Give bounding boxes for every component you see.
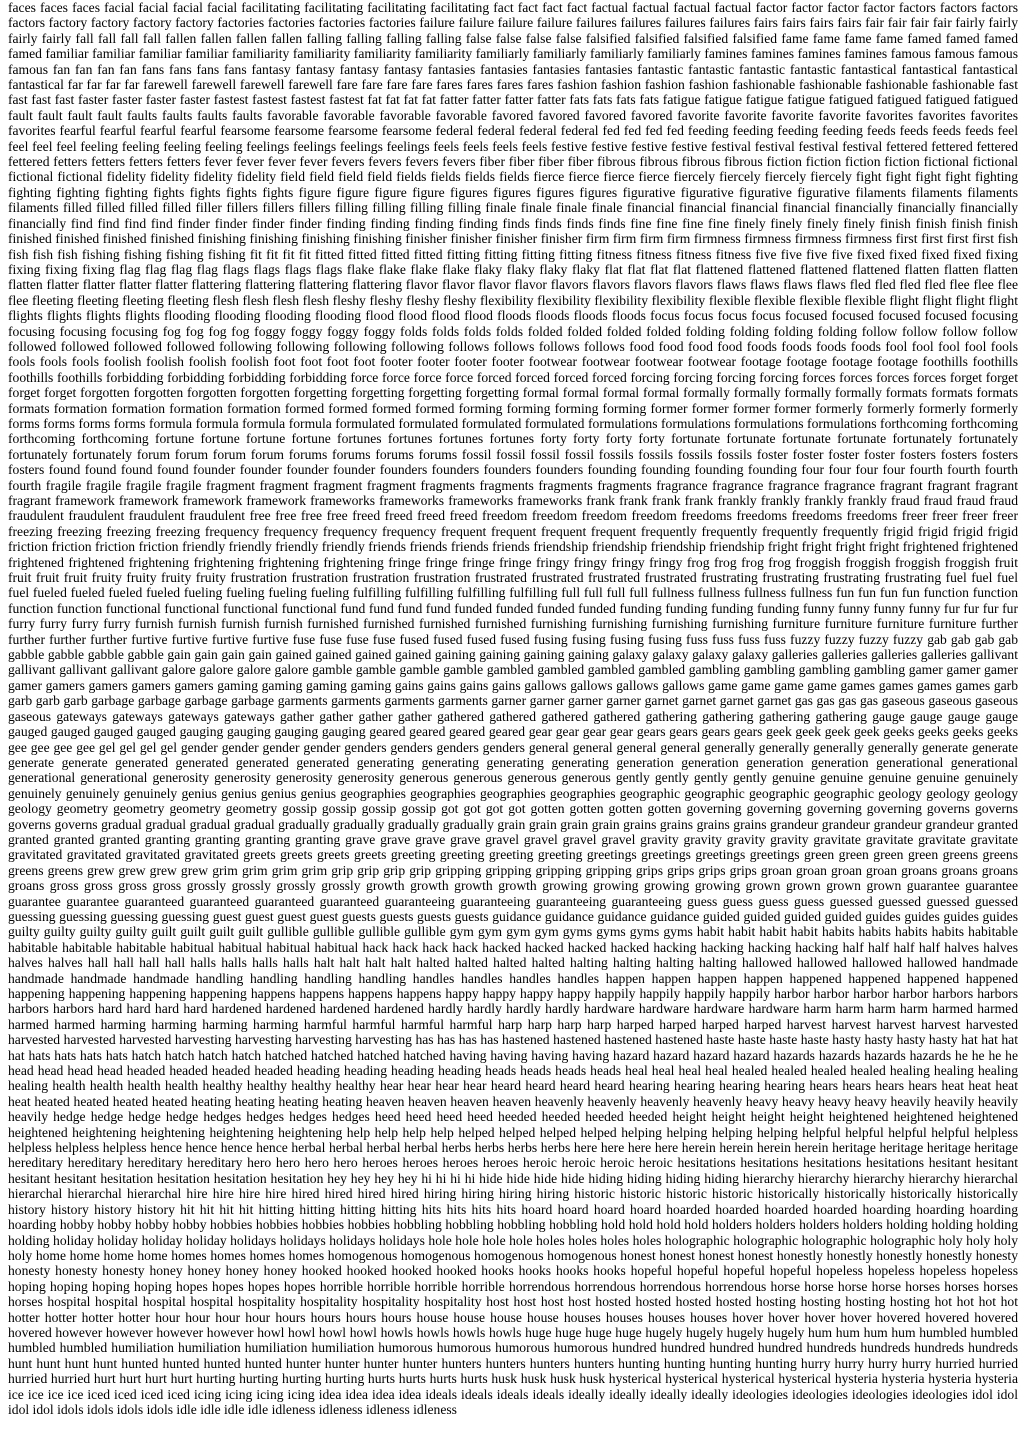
word-list-text: faces faces faces facial facial facial facial facilitating facilitating facilitating facilitating fact fact fact fact factual factual factual factual factor factor factor factor factors factors factors factors factory factory factory factory factories factories factories factories failure failure failure failure failures failures failures failures fairs fairs fairs fairs fair fair fair fair fairly fairly fairly fairly fall fall fall fall fallen fallen fallen fallen falling falling falling falling false false false false falsified falsified falsified falsified fame fame fame fame famed famed famed famed familiar familiar familiar familiar familiarity familiarity familiarity familiarity familiarly familiarly familiarly familiarly famines famines famines famines famous famous famous famous fan fan fan fan fans fans fans fans fantasy fantasy fantasy fantasy fantasies fantasies fantasies fantasies fantastic fantastic fantastic fantastic fantastical fantastical fantastical fantastical far far far far farewell farewell farewell farewell fare fare fare fare fares fares fares fares fashion fashion fashion fashion fashionable fashionable fashionable fashionable fast fast fast fast faster faster faster faster fastest fastest fastest fastest fat fat fat fat fatter fatter fatter fatter fats fats fats fats fatigue fatigue fatigue fatigue fatigued fatigued fatigued fatigued fault fault fault fault faults faults faults faults favorable favorable favorable favorable favored favored favored favored favorite favorite favorite favorite favorites favorites favorites favorites fearful fearful fearful fearful fearsome fearsome fearsome fearsome federal federal federal federal fed fed fed fed feeding feeding feeding feeding feeds feeds feeds feeds feel feel feel feel feeling feeling feeling feeling feelings feelings feelings feelings feels feels feels feels festive festive festive festive festival festival festival festival fettered fettered fettered fettered fetters fetters fetters fetters fever fever fever fever fevers fevers fevers fevers fiber fiber fiber fiber fibrous fibrous fibrous fibrous fiction fiction fiction fiction fictional fictional fictional fictional fidelity fidelity fidelity fidelity field field field field fields fields fields fields fierce fierce fierce fierce fiercely fiercely fiercely fiercely fight fight fight fight fighting fighting fighting fighting fights fights fights fights figure figure figure figure figures figures figures figures figurative figurative figurative figurative filaments filaments filaments filaments filled filled filled filled filler fillers fillers fillers filling filling filling filling finale finale finale finale financial financial financial financial financially financially financially financially find find find find finder finder finder finder finding finding finding finding finds finds finds finds fine fine fine fine finely finely finely finely finish finish finish finish finished finished finished finished finishing finishing finishing finishing finisher finisher finisher finisher firm firm firm firm firmness firmness firmness firmness first first first first fish fish fish fish fishing fishing fishing fishing fit fit fit fit fitted fitted fitted fitted fitting fitting fitting fitting fitness fitness fitness fitness five five five five fixed fixed fixed fixed fixing fixing fixing fixing flag flag flag flag flags flags flags flags flake flake flake flake flaky flaky flaky flaky flat flat flat flat flattened flattened flattened flattened flatten flatten flatten flatten flatter flatter flatter flatter flattering flattering flattering flattering flavor flavor flavor flavor flavors flavors flavors flavors flaws flaws flaws flaws fled fled fled fled flee flee flee flee fleeting fleeting fleeting fleeting flesh flesh flesh flesh fleshy fleshy fleshy fleshy flexibility flexibility flexibility flexibility flexible flexible flexible flexible flight flight flight flight flights flights flights flights flooding flooding flooding flooding flood flood flood flood floods floods floods floods focus focus focus focus focused focused focused focused focusing focusing focusing focusing fog fog fog fog foggy foggy foggy foggy folds folds folds folds folded folded folded folded folding folding folding folding follow follow follow follow followed followed followed followed following following following following follows follows follows follows food food food food foods foods foods foods fool fool fool fool fools fools fools fools foolish foolish foolish foolish foot foot foot foot footer footer footer footer footwear footwear footwear footwear footage footage footage footage foothills foothills foothills foothills forbidding forbidding forbidding forbidding force force force force forced forced forced forced forcing forcing forcing forcing forces forces forces forces forget forget forget forget forgotten forgotten forgotten forgotten forgetting forgetting forgetting forgetting formal formal formal formal formally formally formally formally formats formats formats formats formation formation formation formation formed formed formed formed forming forming forming forming former former former former formerly formerly formerly formerly forms forms forms forms formula formula formula formula formulated formulated formulated formulated formulations formulations formulations formulations forthcoming forthcoming forthcoming forthcoming fortune fortune fortune fortune fortunes fortunes fortunes fortunes forty forty forty forty fortunate fortunate fortunate fortunate fortunately fortunately fortunately fortunately forum forum forum forum forums forums forums forums fossil fossil fossil fossil fossils fossils fossils fossils foster foster foster foster fosters fosters fosters fosters found found found found founder founder founder founder founders founders founders founders founding founding founding founding four four four four fourth fourth fourth fourth fragile fragile fragile fragile fragment fragment fragment fragment fragments fragments fragments fragments fragrance fragrance fragrance fragrance fragrant fragrant fragrant fragrant framework framework framework framework frameworks frameworks frameworks frameworks frank frank frank frank frankly frankly frankly frankly fraud fraud fraud fraud fraudulent fraudulent fraudulent fraudulent free free free free freed freed freed freed freedom freedom freedom freedom freedoms freedoms freedoms freedoms freer freer freer freer freezing freezing freezing freezing frequency frequency frequency frequency frequent frequent frequent frequent frequently frequently frequently frequently frigid frigid frigid frigid friction friction friction friction friendly friendly friendly friendly friends friends friends friends friendship friendship friendship friendship fright fright fright fright frightened frightened frightened frightened frightening frightening frightening frightening fringe fringe fringe fringe fringy fringy fringy fringy frog frog frog frog froggish froggish froggish froggish fruit fruit fruit fruit fruity fruity fruity fruity frustration frustration frustration frustration frustrated frustrated frustrated frustrated frustrating frustrating frustrating frustrating fuel fuel fuel fuel fueled fueled fueled fueled fueling fueling fueling fueling fulfilling fulfilling fulfilling fulfilling full full full full fullness fullness fullness fullness fun fun fun fun function function function function functional functional functional functional fund fund fund fund funded funded funded funded funding funding funding funding funny funny funny funny fur fur fur fur furry furry furry furry furnish furnish furnish furnish furnished furnished furnished furnished furnishing furnishing furnishing furnishing furniture furniture furniture furniture further further further further furtive furtive furtive furtive fuse fuse fuse fuse fused fused fused fused fusing fusing fusing fusing fuss fuss fuss fuss fuzzy fuzzy fuzzy fuzzy gab gab gab gab gabble gabble gabble gabble gain gain gain gain gained gained gained gained gaining gaining gaining gaining galaxy galaxy galaxy galaxy galleries galleries galleries galleries gallivant gallivant gallivant gallivant galore galore galore galore gamble gamble gamble gamble gambled gambled gambled gambled gambling gambling gambling gambling gamer gamer gamer gamer gamers gamers gamers gamers gaming gaming gaming gaming gains gains gains gains gallows gallows gallows gallows game game game game games games games games garb garb garb garb garbage garbage garbage garbage garments garments garments garments garner garner garner garner garnet garnet garnet garnet gas gas gas gas gaseous gaseous gaseous gaseous gateways gateways gateways gateways gather gather gather gather gathered gathered gathered gathered gathering gathering gathering gathering gauge gauge gauge gauge gauged gauged gauged gauged gauging gauging gauging gauging geared geared geared geared gear gear gear gear gears gears gears gears geek geek geek geek geeks geeks geeks geeks gee gee gee gee gel gel gel gel gender gender gender gender genders genders genders genders general general general general generally generally generally generally generate generate generate generate generated generated generated generated generating generating generating generating generation generation generation generation generational generational generational generational generosity generosity generosity generosity generous generous generous generous gently gently gently gently genuine genuine genuine genuine genuinely genuinely genuinely genuinely genius genius genius genius geographies geographies geographies geographies geographic geographic geographic geographic geology geology geology geology geometry geometry geometry geometry gossip gossip gossip gossip got got got got gotten gotten gotten gotten governing governing governing governing governs governs governs governs gradual gradual gradual gradual gradually gradually gradually gradually grain grain grain grain grains grains grains grains grandeur grandeur grandeur grandeur granted granted granted granted granting granting granting granting grave grave grave grave gravel gravel gravel gravel gravity gravity gravity gravity gravitate gravitate gravitate gravitate gravitated gravitated gravitated gravitated greets greets greets greets greeting greeting greeting greeting greetings greetings greetings greetings green green green green greens greens greens greens grew grew grew grew grim grim grim grim grip grip grip grip gripping gripping gripping gripping grips grips grips grips groan groan groan groan groans groans groans groans gross gross gross gross grossly grossly grossly grossly growth growth growth growth growing growing growing growing grown grown grown grown guarantee guarantee guarantee guarantee guaranteed guaranteed guaranteed guaranteed guaranteeing guaranteeing guaranteeing guaranteeing guess guess guess guess guessed guessed guessed guessed guessing guessing guessing guessing guest guest guest guest guests guests guests guests guidance guidance guidance guidance guided guided guided guided guides guides guides guides guilty guilty guilty guilty guilt guilt guilt guilt gullible gullible gullible gullible gym gym gym gym gyms gyms gyms gyms habit habit habit habit habits habits habits habits habitable habitable habitable habitable habitual habitual habitual habitual hack hack hack hack hacked hacked hacked hacked hacking hacking hacking hacking half half half half halves halves halves halves hall hall hall hall halls halls halls halls halt halt halt halt halted halted halted halted halting halting halting halting hallowed hallowed hallowed hallowed handmade handmade handmade handmade handling handling handling handling handles handles handles handles happen happen happen happen happened happened happened happened happening happening happening happening happens happens happens happens happy happy happy happy happily happily happily happily harbor harbor harbor harbor harbors harbors harbors harbors hard hard hard hard hardened hardened hardened hardened hardly hardly hardly hardly hardware hardware hardware hardware harm harm harm harm harmed harmed harmed harmed harming harming harming harming harmful harmful harmful harmful harp harp harp harp harped harped harped harped harvest harvest harvest harvest harvested harvested harvested harvested harvesting harvesting harvesting harvesting has has has has hastened hastened hastened hastened haste haste haste haste hasty hasty hasty hasty hat hat hat hat hats hats hats hats hatch hatch hatch hatch hatched hatched hatched hatched having having having having hazard hazard hazard hazard hazards hazards hazards hazards he he he he head head head head headed headed headed headed heading heading heading heading heads heads heads heads heal heal heal heal healed healed healed healed healing healing healing healing health health health health healthy healthy healthy healthy hear hear hear hear heard heard heard heard hearing hearing hearing hearing hears hears hears hears heat heat heat heat heated heated heated heated heating heating heating heating heaven heaven heaven heaven heavenly heavenly heavenly heavenly heavy heavy heavy heavy heavily heavily heavily heavily hedge hedge hedge hedge hedges hedges hedges hedges heed heed heed heed heeded heeded heeded heeded height height height height heightened heightened heightened heightened heightening heightening heightening heightening help help help help helped helped helped helped helping helping helping helping helpful helpful helpful helpful helpless helpless helpless helpless hence hence hence hence herbal herbal herbal herbal herbs herbs herbs herbs here here here here herein herein herein herein heritage heritage heritage heritage hereditary hereditary hereditary hereditary hero hero hero hero heroes heroes heroes heroes heroic heroic heroic heroic hesitations hesitations hesitations hesitations hesitant hesitant hesitant hesitant hesitation hesitation hesitation hesitation hey hey hey hey hi hi hi hi hide hide hide hide hiding hiding hiding hiding hierarchy hierarchy hierarchy hierarchy hierarchal hierarchal hierarchal hierarchal hire hire hire hire hired hired hired hired hiring hiring hiring hiring historic historic historic historic historically historically historically historically history history history history hit hit hit hit hitting hitting hitting hitting hits hits hits hits hoard hoard hoard hoard hoarded hoarded hoarded hoarded hoarding hoarding hoarding hoarding hobby hobby hobby hobby hobbies hobbies hobbies hobbies hobbling hobbling hobbling hobbling hold hold hold hold holders holders holders holders holding holding holding holding holiday holiday holiday holiday holidays holidays holidays holidays hole hole hole hole holes holes holes holes holographic holographic holographic holographic holy holy holy holy home home home home homes homes homes homes homogenous homogenous homogenous homogenous honest honest honest honest honestly honestly honestly honestly honesty honesty honesty honesty honey honey honey honey hooked hooked hooked hooked hooks hooks hooks hooks hopeful hopeful hopeful hopeful hopeless hopeless hopeless hopeless hoping hoping hoping hoping hopes hopes hopes hopes horrible horrible horrible horrible horrendous horrendous horrendous horrendous horse horse horse horse horses horses horses horses hospital hospital hospital hospital hospitality hospitality hospitality hospitality host host host host hosted hosted hosted hosted hosting hosting hosting hosting hot hot hot hot hotter hotter hotter hotter hour hour hour hour hours hours hours hours house house house house houses houses houses houses hover hover hover hover hovered hovered hovered hovered however however however however howl howl howl howl howls howls howls howls huge huge huge huge hugely hugely hugely hugely hum hum hum hum humbled humbled humbled humbled humiliation humiliation humiliation humiliation humorous humorous humorous humorous hundred hundred hundred hundred hundreds hundreds hundreds hundreds hunt hunt hunt hunt hunted hunted hunted hunted hunter hunter hunter hunter hunters hunters hunters hunters hunting hunting hunting hunting hurry hurry hurry hurry hurried hurried hurried hurried hurt hurt hurt hurt hurting hurting hurting hurting hurts hurts hurts hurts husk husk husk husk hysterical hysterical hysterical hysterical hysteria hysteria hysteria hysteria ice ice ice ice iced iced iced iced icing icing icing icing idea idea idea idea ideals ideals ideals ideals ideally ideally ideally ideally ideologies ideologies ideologies ideologies idol idol idol idol idols idols idols idols idle idle idle idle idleness idleness idleness idleness (8, 0, 1018, 1417)
